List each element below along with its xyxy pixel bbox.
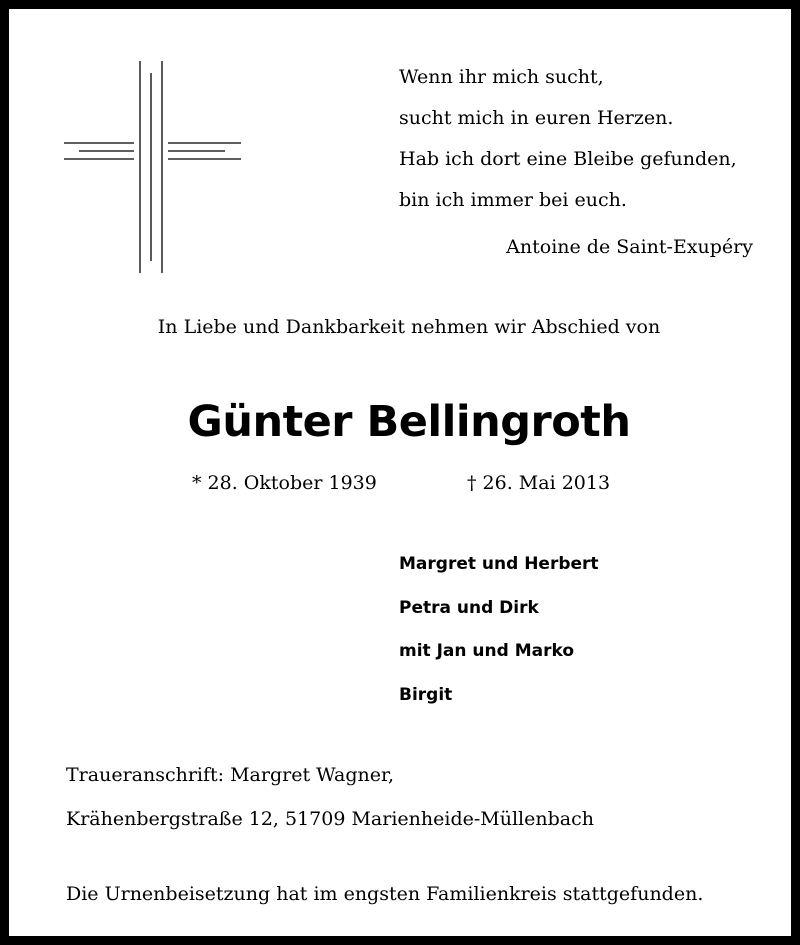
- family-member: mit Jan und Marko: [399, 641, 574, 661]
- mourning-address: [66, 753, 594, 841]
- address-line: Traueranschrift: Margret Wagner,: [66, 764, 395, 786]
- poem-line: bin ich immer bei euch.: [399, 189, 627, 211]
- family-list: [399, 543, 599, 717]
- poem-line: Hab ich dort eine Bleibe gefunden,: [399, 148, 737, 170]
- birth-date: * 28. Oktober 1939: [192, 472, 377, 494]
- deceased-name: Günter Bellingroth: [187, 397, 631, 447]
- poem-line: sucht mich in euren Herzen.: [399, 107, 674, 129]
- family-member: Margret und Herbert: [399, 554, 599, 574]
- family-member: Birgit: [399, 684, 453, 705]
- family-member: Petra und Dirk: [399, 597, 539, 618]
- death-date: † 26. Mai 2013: [467, 472, 611, 494]
- cross-icon: [61, 61, 243, 273]
- poem-author: Antoine de Saint-Exupéry: [506, 236, 753, 258]
- poem: [399, 57, 737, 221]
- address-line: Krähenbergstraße 12, 51709 Marienheide-Müllenbach: [66, 808, 594, 830]
- farewell-intro: In Liebe und Dankbarkeit nehmen wir Abschied von: [157, 316, 661, 338]
- burial-note: Die Urnenbeisetzung hat im engsten Familienkreis stattgefunden.: [66, 883, 704, 905]
- poem-line: Wenn ihr mich sucht,: [399, 66, 604, 88]
